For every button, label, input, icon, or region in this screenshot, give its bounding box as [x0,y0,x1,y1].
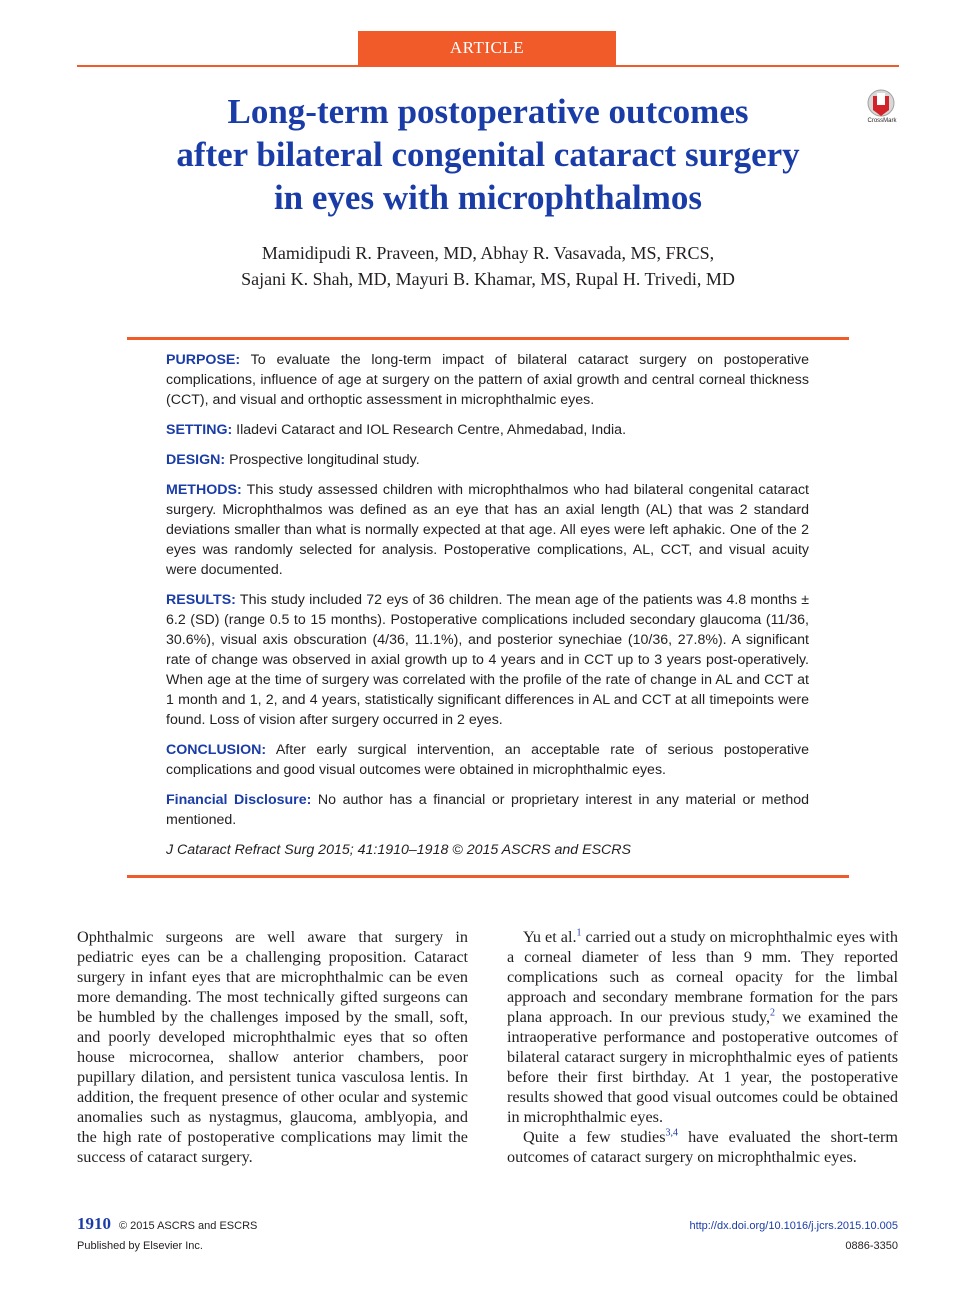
body-paragraph [507,927,898,1127]
reference-link[interactable]: 1 [576,927,582,939]
abstract-bottom-rule [127,875,849,878]
abstract-purpose [166,350,809,410]
crossmark-label: CrossMark [867,118,897,124]
abstract [166,350,809,870]
paragraph-text: carried out a study on microphthalmic eyes with a corneal diameter of less than 9 mm. They reported complications such as corneal opacity for the limbal approach and secondary membrane formation for the pars plana approach. In our previous study, [507,928,898,1026]
design-text: Prospective longitudinal study. [225,452,420,468]
abstract-top-rule [127,337,849,340]
reference-link[interactable]: 3,4 [665,1127,679,1139]
abstract-conclusion [166,740,809,780]
methods-text: This study assessed children with microphthalmos who had bilateral congenital cataract surgery. Microphthalmos was defined as an eye that has an axial length (AL) that was 2 standard deviations smaller than what is normally expected at that age. All eyes were left aphakic. One of the 2 eyes was randomly selected for analysis. Postoperative complications, AL, CCT, and visual acuity were documented. [166,482,809,578]
paragraph-text: we examined the intraoperative performance and postoperative outcomes of bilateral cataract surgery in microphthalmic eyes of patients before their first birthday. At 1 year, the postoperative results showed that good visual outcomes could be obtained in microphthalmic eyes. [507,1008,898,1126]
paragraph-text: Yu et al. [523,928,577,946]
header-rule [77,65,899,67]
abstract-design [166,450,809,470]
setting-text: Iladevi Cataract and IOL Research Centre, Ahmedabad, India. [232,422,627,438]
article-title [100,90,876,219]
footer-copyright: © 2015 ASCRS and ESCRS [119,1220,258,1232]
purpose-label: PURPOSE: [166,352,241,368]
body-paragraph [507,1127,898,1167]
design-label: DESIGN: [166,452,226,468]
page-number: 1910 [77,1214,111,1233]
footer-publisher: Published by Elsevier Inc. [77,1240,203,1252]
paragraph-text: have evaluated the short-term outcomes of cataract surgery on microphthalmic eyes. [507,1128,898,1166]
journal-citation: J Cataract Refract Surg 2015; 41:1910–1918 © 2015 ASCRS and ESCRS [166,842,631,858]
abstract-methods [166,480,809,580]
title-line: after bilateral congenital cataract surgery [176,135,800,174]
abstract-results [166,590,809,730]
conclusion-label: CONCLUSION: [166,742,267,758]
author-line: Sajani K. Shah, MD, Mayuri B. Khamar, MS, Rupal H. Trivedi, MD [241,269,735,289]
setting-label: SETTING: [166,422,233,438]
results-text: This study included 72 eys of 36 children. The mean age of the patients was 4.8 months ± 6.2 (SD) (range 0.5 to 15 months). Postoperative complications included secondary glaucoma (11/36, 30.6%), visual axis obscuration (4/36, 11.1%), and posterior synechiae (10/36, 27.8%). A significant rate of change was observed in axial growth up to 4 years and in CCT up to 3 years post-operatively. When age at the time of surgery was correlated with the profile of the rate of change in AL and CCT at 1 month and 1, 2, and 4 years, statistically significant differences in AL and CCT at all timepoints were found. Loss of vision after surgery occurred in 2 eyes. [166,592,809,728]
author-line: Mamidipudi R. Praveen, MD, Abhay R. Vasavada, MS, FRCS, [261,243,715,263]
author-list [100,240,876,292]
reference-link[interactable]: 2 [770,1007,775,1019]
disclosure-label: Financial Disclosure: [166,792,312,808]
body-column-left [77,927,468,1167]
disclosure-text: No author has a financial or proprietary interest in any material or method mentioned. [166,792,809,828]
title-line: Long-term postoperative outcomes [227,92,749,131]
purpose-text: To evaluate the long-term impact of bilateral cataract surgery on postoperative complications, influence of age at surgery on the pattern of axial growth and central corneal thickness (CCT), and visual and orthoptic assessment in microphthalmic eyes. [166,352,809,408]
methods-label: METHODS: [166,482,242,498]
abstract-setting [166,420,809,440]
body-column-right [507,927,898,1167]
results-label: RESULTS: [166,592,236,608]
footer-left [77,1214,257,1256]
issn: 0886-3350 [845,1240,898,1252]
conclusion-text: After early surgical intervention, an acceptable rate of serious postoperative complications and good visual outcomes were obtained in microphthalmic eyes. [166,742,809,778]
article-type-tag: ARTICLE [358,31,616,65]
title-line: in eyes with microphthalmos [273,178,703,217]
footer-right [689,1216,898,1256]
paragraph-text: Quite a few studies [523,1128,666,1146]
body-paragraph: Ophthalmic surgeons are well aware that surgery in pediatric eyes can be a challenging proposition. Cataract surgery in infant eyes that are microphthalmic can be even more demanding. The most technically gifted surgeons can be humbled by the challenges imposed by the small, soft, and poorly developed microphthalmic eyes that so often house microcornea, shallow anterior chambers, poor pupillary dilation, and persistent tunica vasculosa lentis. In addition, the frequent presence of other ocular and systemic anomalies such as nystagmus, glaucoma, amblyopia, and the high rate of postoperative complications may limit the success of cataract surgery. [77,928,468,1166]
doi-link[interactable]: http://dx.doi.org/10.1016/j.jcrs.2015.10.005 [689,1220,898,1232]
abstract-disclosure [166,790,809,830]
